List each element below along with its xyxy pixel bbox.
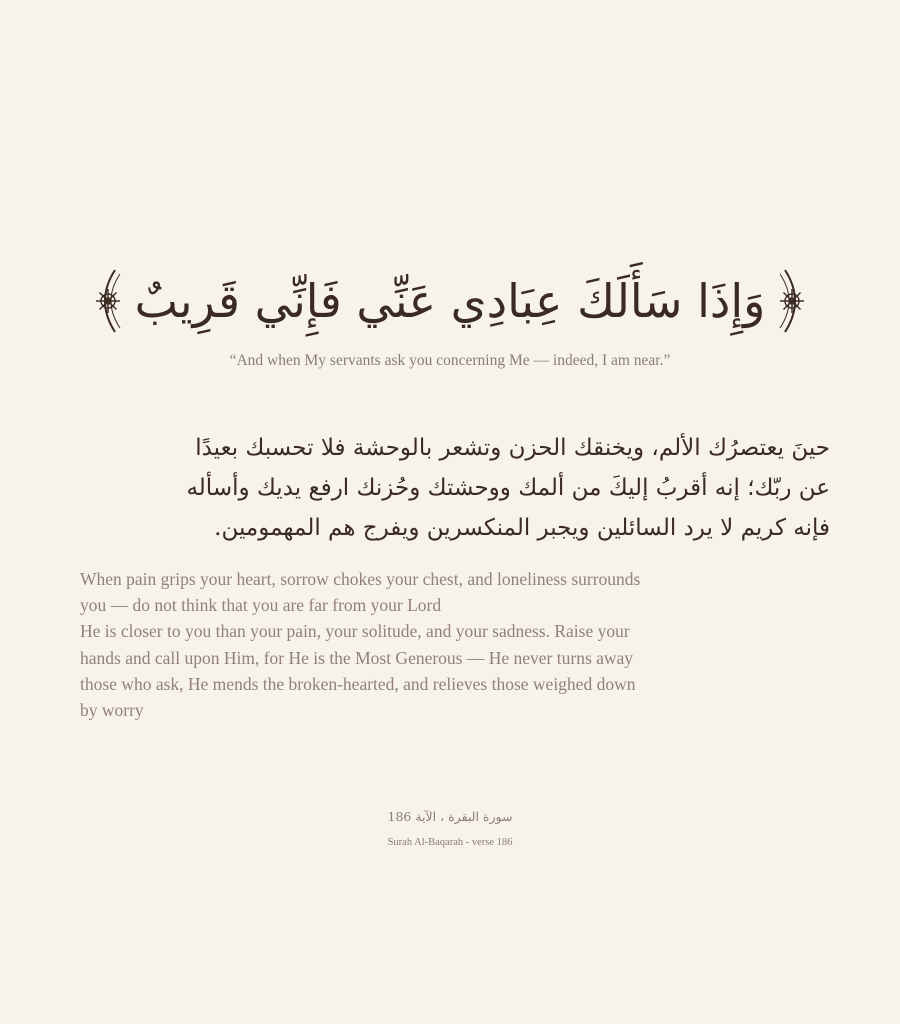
reflection-arabic-line: فإنه كريم لا يرد السائلين ويجبر المنكسرين ويفرج هم المهمومين. [214, 515, 830, 541]
reflection-english-line: He is closer to you than your pain, your solitude, and your sadness. Raise your [80, 621, 630, 642]
reflection-english-line: you — do not think that you are far from your Lord [80, 595, 442, 616]
reflection-arabic [150, 428, 830, 548]
reflection-english-line: by worry [80, 700, 144, 721]
reflection-english-line: those who ask, He mends the broken-hearted, and relieves those weighed down [80, 673, 636, 694]
reflection-arabic-line: عن ربّك؛ إنه أقربُ إليكَ من ألمك ووحشتك وحُزنك ارفع يديك وأسأله [186, 475, 830, 501]
reference-english: Surah Al-Baqarah - verse 186 [387, 837, 513, 848]
reference-arabic: سورة البقرة ، الآية 186 [387, 809, 513, 824]
verse-arabic: وَإِذَا سَأَلَكَ عِبَادِي عَنِّي فَإِنِّي قَرِيبٌ [134, 274, 766, 328]
verse-translation: “And when My servants ask you concerning Me — indeed, I am near.” [229, 352, 671, 369]
reflection-english-line: When pain grips your heart, sorrow chokes your chest, and loneliness surrounds [80, 569, 641, 589]
reflection-arabic-line: حينَ يعتصرُك الألم، ويخنقك الحزن وتشعر بالوحشة فلا تحسبك بعيدًا [195, 435, 830, 461]
verse-row [0, 262, 900, 340]
ayah-bracket-ornament-icon [91, 266, 125, 336]
reflection-english [80, 566, 720, 723]
reflection-english-line: hands and call upon Him, for He is the Most Generous — He never turns away [80, 647, 634, 668]
ayah-bracket-ornament-icon [775, 266, 809, 336]
